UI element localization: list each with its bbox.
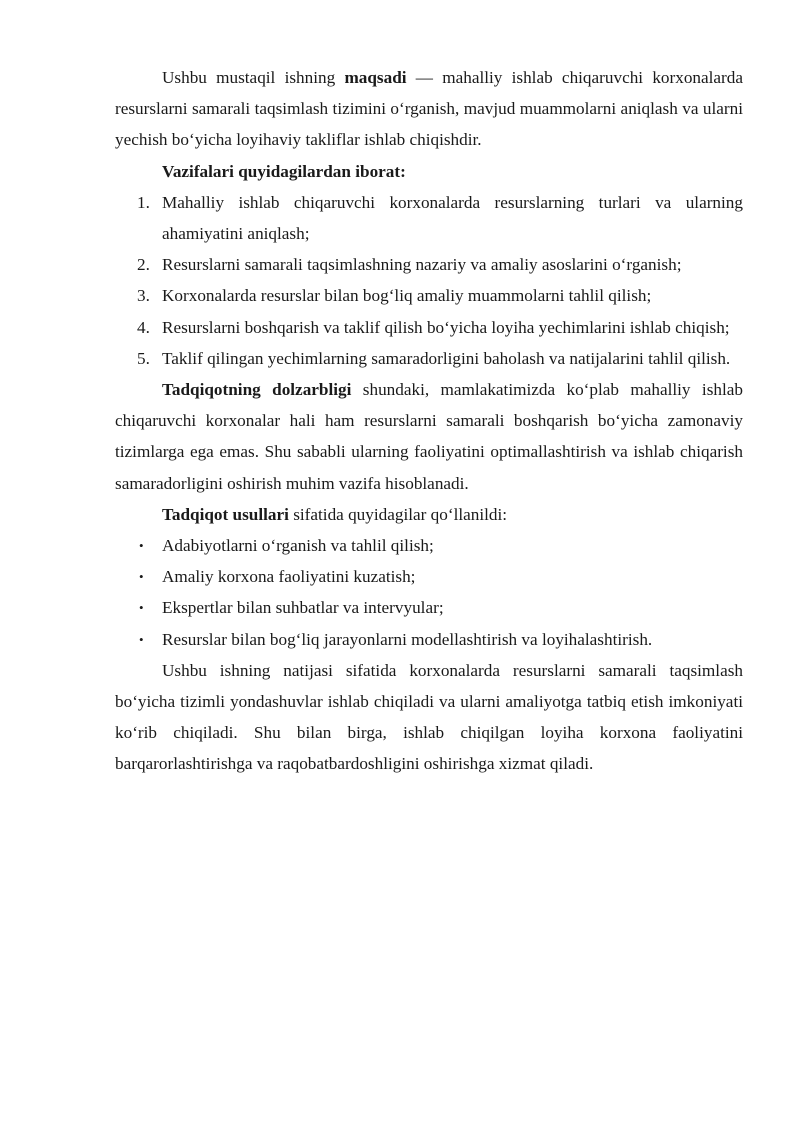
bullet-icon: • [139,569,144,585]
document-page [115,62,743,780]
task-text: Mahalliy ishlab chiqaruvchi korxonalarda resurslarning turlari va ularning ahamiyatini aniqlash; [162,192,743,244]
relevance-text: shundaki, mamlakatimizda ko‘plab mahalliy ishlab chiqaruvchi korxonalar hali ham resurslarni samarali boshqarish bo‘yicha zamonaviy tizimlarga ega emas. Shu sababli ularning faoliyatini optimallashtirish va ishlab chiqarish samaradorligini oshirish muhim vazifa hisoblanadi. [115,380,743,493]
tasks-heading [115,156,743,187]
methods-bold-term: Tadqiqot usullari [162,504,289,524]
task-item [115,343,743,374]
method-text: Ekspertlar bilan suhbatlar va intervyular; [162,598,444,618]
intro-paragraph [115,62,743,156]
task-item [115,280,743,311]
task-number: 4. [137,317,150,337]
method-item [115,561,743,592]
task-number: 2. [137,255,150,275]
methods-list [115,530,743,655]
method-item [115,530,743,561]
task-number: 1. [137,192,150,212]
task-text: Resurslarni samarali taqsimlashning nazariy va amaliy asoslarini o‘rganish; [162,255,682,275]
task-number: 5. [137,348,150,368]
intro-text-after: — mahalliy ishlab chiqaruvchi korxonalarda resurslarni samarali taqsimlash tizimini o‘rganish, mavjud muammolarni aniqlash va ularni yechish bo‘yicha loyihaviy takliflar ishlab chiqishdir. [115,68,743,150]
task-text: Resurslarni boshqarish va taklif qilish bo‘yicha loyiha yechimlarini ishlab chiqish; [162,317,730,337]
task-number: 3. [137,286,150,306]
task-item [115,249,743,280]
tasks-heading-text: Vazifalari quyidagilardan iborat: [162,161,406,181]
task-item [115,187,743,249]
bullet-icon: • [139,600,144,616]
tasks-list [115,187,743,374]
method-item [115,624,743,655]
intro-bold-term: maqsadi [344,68,407,87]
task-text: Korxonalarda resurslar bilan bog‘liq amaliy muammolarni tahlil qilish; [162,286,652,306]
conclusion-paragraph: Ushbu ishning natijasi sifatida korxonalarda resurslarni samarali taqsimlash bo‘yicha tizimli yondashuvlar ishlab chiqiladi va ularni amaliyotga tatbiq etish imkoniyati ko‘rib chiqiladi. Shu bilan birga, ishlab chiqilgan loyiha korxona faoliyatini barqarorlashtirishga va raqobatbardoshligini oshirishga xizmat qiladi. [115,660,743,774]
method-text: Amaliy korxona faoliyatini kuzatish; [162,567,416,587]
task-item [115,312,743,343]
intro-text-before: Ushbu mustaqil ishning [162,68,345,87]
bullet-icon: • [139,538,144,554]
bullet-icon: • [139,631,144,647]
task-text: Taklif qilingan yechimlarning samaradorligini baholash va natijalarini tahlil qilish. [162,348,731,368]
method-text: Resurslar bilan bog‘liq jarayonlarni modellashtirish va loyihalashtirish. [162,629,653,649]
method-item [115,592,743,623]
methods-heading-text: sifatida quyidagilar qo‘llanildi: [288,504,508,524]
method-text: Adabiyotlarni o‘rganish va tahlil qilish; [162,536,434,556]
relevance-bold-term: Tadqiqotning dolzarbligi [162,380,352,400]
methods-heading [115,499,743,530]
relevance-paragraph [115,374,743,499]
